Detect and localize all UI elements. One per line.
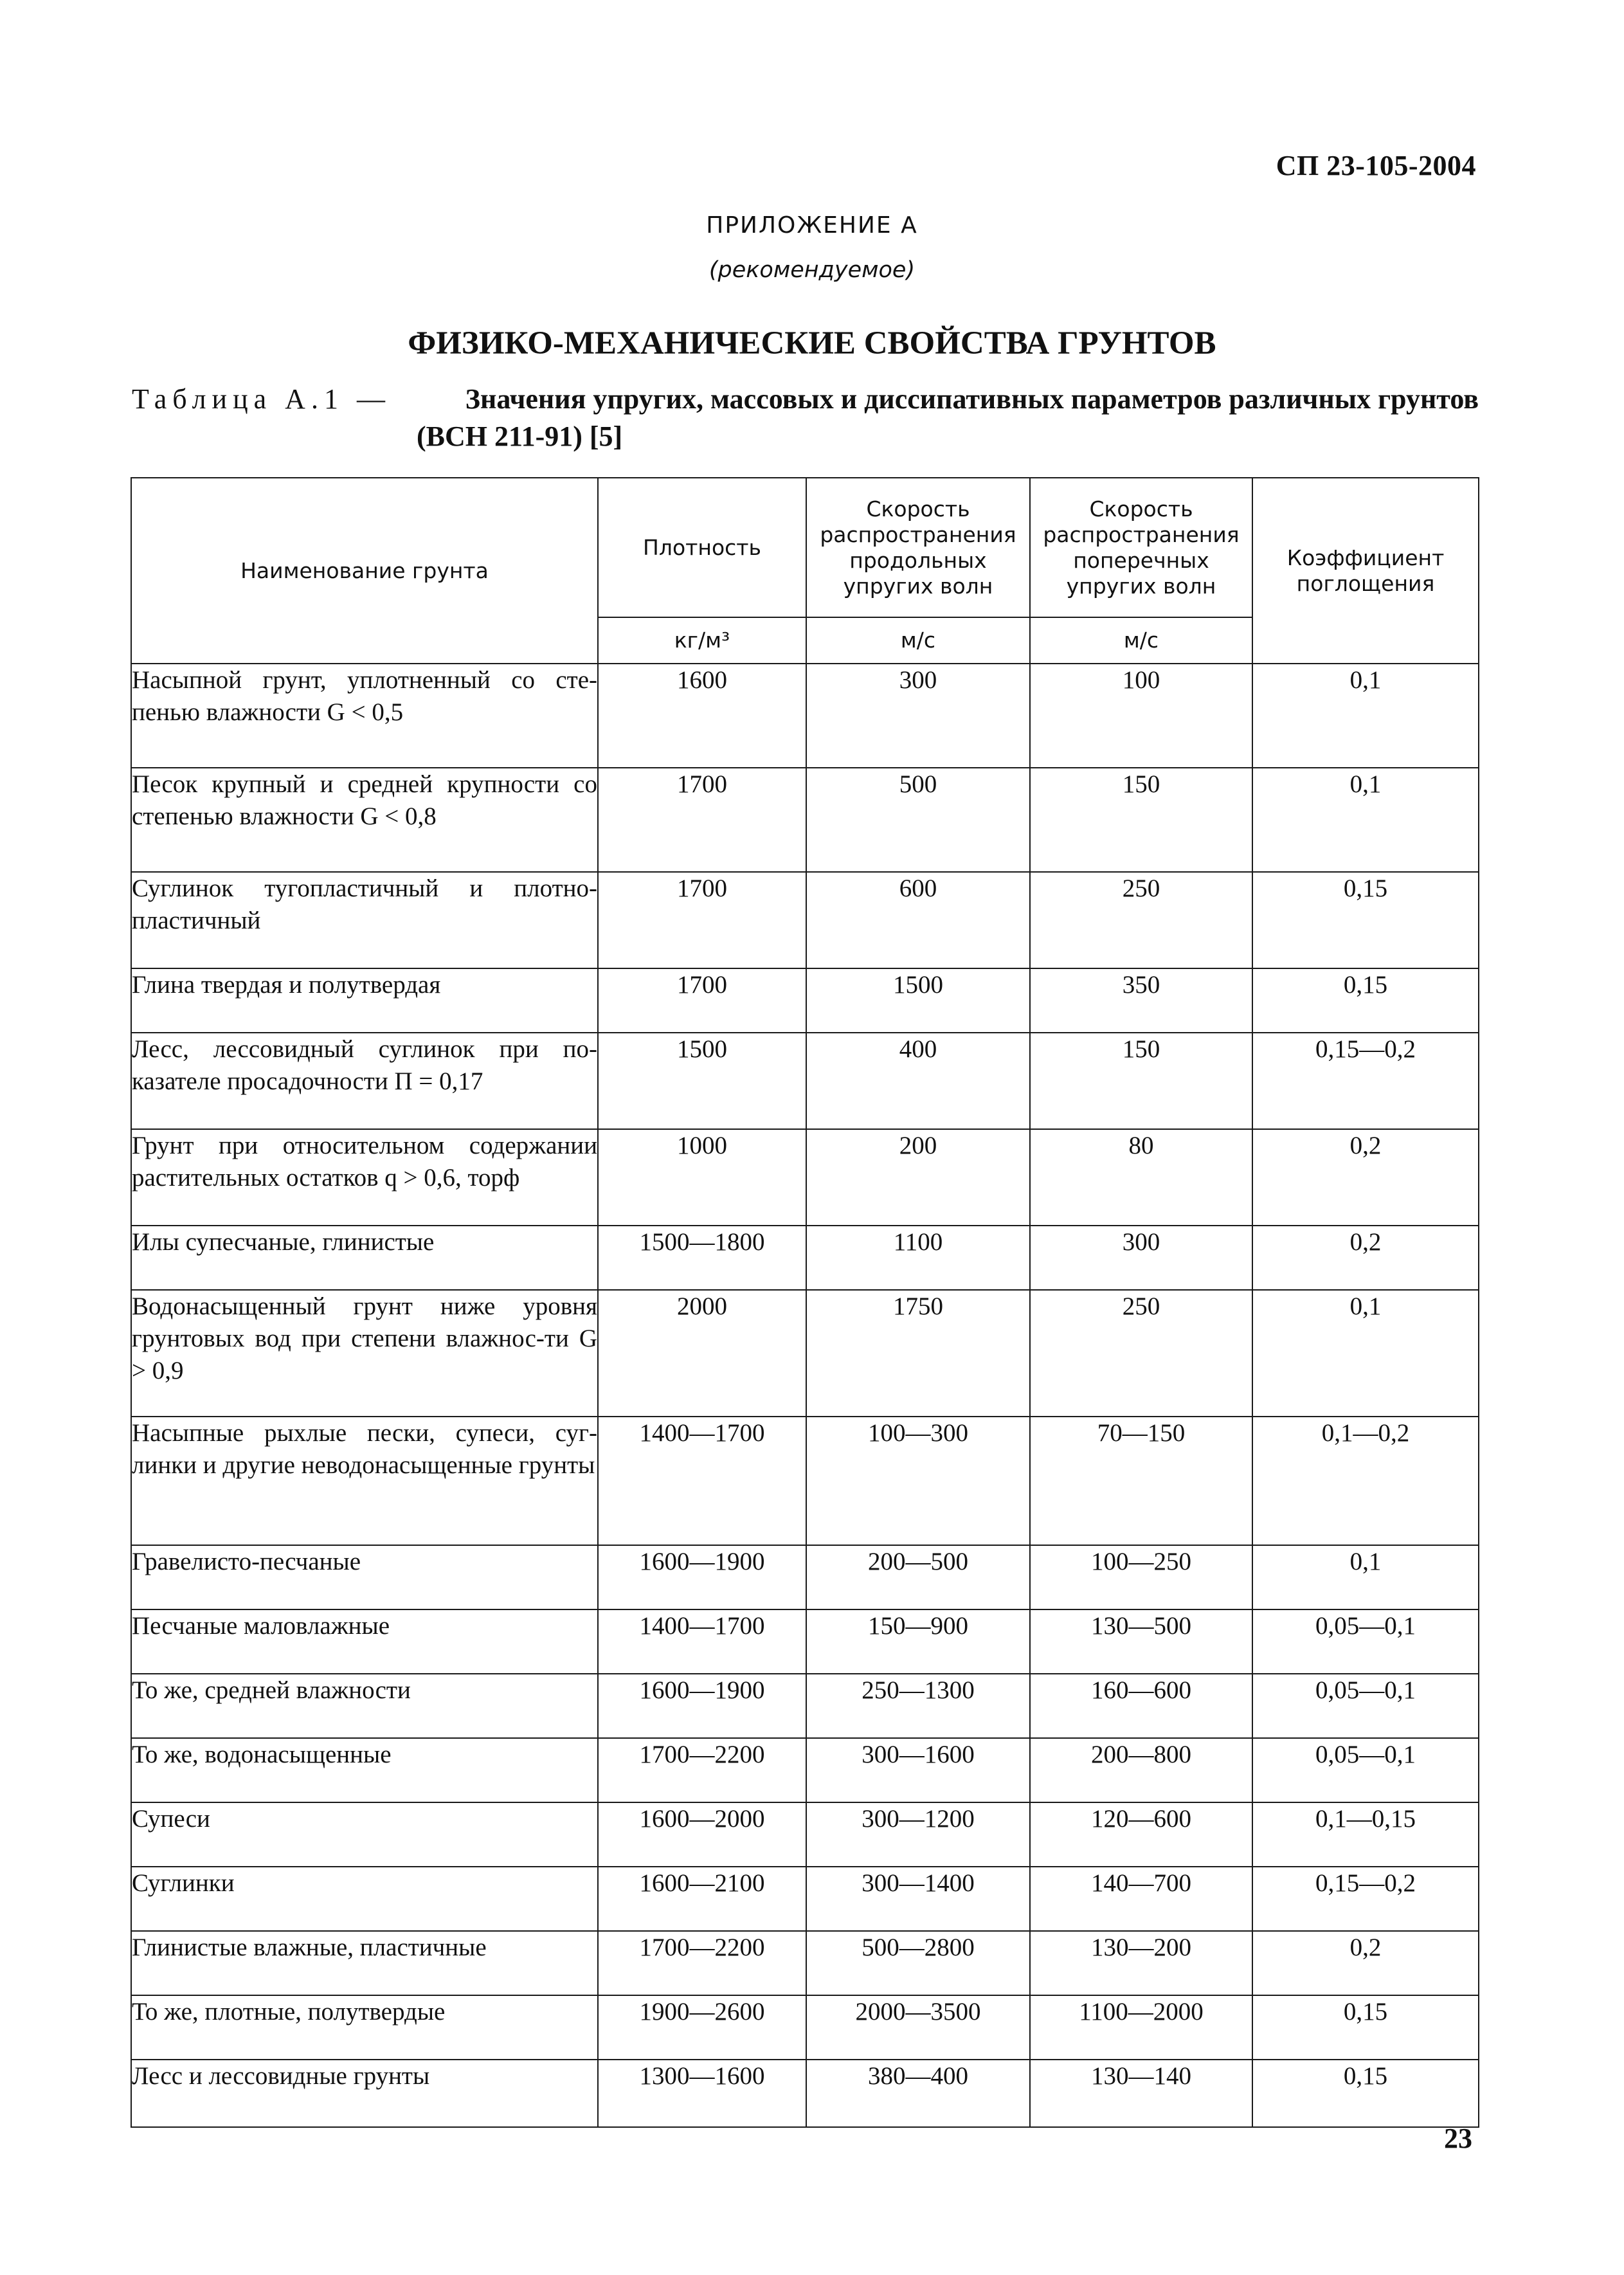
- soil-name: Глина твердая и полутвердая: [131, 968, 598, 1033]
- section-title: ФИЗИКО-МЕХАНИЧЕСКИЕ СВОЙСТВА ГРУНТОВ: [408, 325, 1216, 361]
- table-row: [131, 1867, 1479, 1931]
- absorption-value: 0,2: [1252, 1226, 1479, 1290]
- longitudinal-speed-value: 500—2800: [806, 1931, 1030, 1995]
- transverse-speed-value: 80: [1030, 1129, 1252, 1226]
- soil-name: Глинистые влажные, пластичные: [131, 1931, 598, 1995]
- unit-transverse-speed: м/с: [1030, 617, 1252, 664]
- table-row: [131, 2060, 1479, 2127]
- density-value: 1400—1700: [598, 1417, 806, 1545]
- transverse-speed-value: 350: [1030, 968, 1252, 1033]
- absorption-value: 0,1: [1252, 768, 1479, 872]
- table-row: [131, 1290, 1479, 1417]
- longitudinal-speed-value: 300—1200: [806, 1802, 1030, 1867]
- absorption-value: 0,15: [1252, 968, 1479, 1033]
- transverse-speed-value: 100: [1030, 664, 1252, 768]
- absorption-value: 0,15—0,2: [1252, 1033, 1479, 1129]
- soil-name: Насыпные рыхлые пески, супеси, суг-линки и другие неводонасыщенные грунты: [131, 1417, 598, 1545]
- soil-name: Грунт при относительном содержании растительных остатков q > 0,6, торф: [131, 1129, 598, 1226]
- longitudinal-speed-value: 100—300: [806, 1417, 1030, 1545]
- transverse-speed-value: 250: [1030, 1290, 1252, 1417]
- transverse-speed-value: 130—200: [1030, 1931, 1252, 1995]
- table-row: [131, 968, 1479, 1033]
- soil-name: Супеси: [131, 1802, 598, 1867]
- absorption-value: 0,15: [1252, 1995, 1479, 2060]
- longitudinal-speed-value: 1100: [806, 1226, 1030, 1290]
- soil-name: Лесс и лессовидные грунты: [131, 2060, 598, 2127]
- transverse-speed-value: 100—250: [1030, 1545, 1252, 1609]
- absorption-value: 0,05—0,1: [1252, 1609, 1479, 1674]
- density-value: 1700: [598, 872, 806, 968]
- unit-longitudinal-speed: м/с: [806, 617, 1030, 664]
- table-row: [131, 872, 1479, 968]
- density-value: 1600—2000: [598, 1802, 806, 1867]
- longitudinal-speed-value: 300: [806, 664, 1030, 768]
- absorption-value: 0,05—0,1: [1252, 1674, 1479, 1738]
- table-row: [131, 1674, 1479, 1738]
- absorption-value: 0,15: [1252, 872, 1479, 968]
- page-number: 23: [1444, 2123, 1472, 2154]
- longitudinal-speed-value: 1750: [806, 1290, 1030, 1417]
- density-value: 1700: [598, 768, 806, 872]
- absorption-value: 0,1—0,2: [1252, 1417, 1479, 1545]
- header-absorption: Коэффициент поглощения: [1252, 478, 1479, 664]
- table-row: [131, 664, 1479, 768]
- density-value: 1400—1700: [598, 1609, 806, 1674]
- transverse-speed-value: 70—150: [1030, 1417, 1252, 1545]
- density-value: 1300—1600: [598, 2060, 806, 2127]
- table-caption-text: Значения упругих, массовых и диссипативных параметров различных грунтов: [465, 383, 1479, 415]
- absorption-value: 0,1: [1252, 664, 1479, 768]
- transverse-speed-value: 300: [1030, 1226, 1252, 1290]
- transverse-speed-value: 200—800: [1030, 1738, 1252, 1802]
- table-row: [131, 1033, 1479, 1129]
- absorption-value: 0,2: [1252, 1129, 1479, 1226]
- density-value: 1600—1900: [598, 1674, 806, 1738]
- absorption-value: 0,1: [1252, 1290, 1479, 1417]
- header-density: Плотность: [598, 478, 806, 617]
- soil-name: Суглинок тугопластичный и плотно-пластичный: [131, 872, 598, 968]
- soil-name: То же, средней влажности: [131, 1674, 598, 1738]
- header-soil-name: Наименование грунта: [131, 478, 598, 664]
- table-row: [131, 1545, 1479, 1609]
- density-value: 1000: [598, 1129, 806, 1226]
- table-caption: [132, 381, 1479, 455]
- soil-name: Суглинки: [131, 1867, 598, 1931]
- document-code: СП 23-105-2004: [1276, 150, 1476, 181]
- longitudinal-speed-value: 1500: [806, 968, 1030, 1033]
- soil-name: То же, плотные, полутвердые: [131, 1995, 598, 2060]
- table-caption-source: (ВСН 211-91) [5]: [417, 421, 623, 452]
- density-value: 2000: [598, 1290, 806, 1417]
- table-row: [131, 1995, 1479, 2060]
- soil-name: То же, водонасыщенные: [131, 1738, 598, 1802]
- longitudinal-speed-value: 380—400: [806, 2060, 1030, 2127]
- transverse-speed-value: 160—600: [1030, 1674, 1252, 1738]
- transverse-speed-value: 1100—2000: [1030, 1995, 1252, 2060]
- density-value: 1500—1800: [598, 1226, 806, 1290]
- appendix-note: (рекомендуемое): [708, 257, 916, 283]
- density-value: 1600: [598, 664, 806, 768]
- longitudinal-speed-value: 200—500: [806, 1545, 1030, 1609]
- density-value: 1500: [598, 1033, 806, 1129]
- transverse-speed-value: 120—600: [1030, 1802, 1252, 1867]
- unit-density: кг/м³: [598, 617, 806, 664]
- longitudinal-speed-value: 250—1300: [806, 1674, 1030, 1738]
- table-row: [131, 1417, 1479, 1545]
- soil-name: Песчаные маловлажные: [131, 1609, 598, 1674]
- header-longitudinal-speed: Скорость распространения продольных упругих волн: [806, 478, 1030, 617]
- density-value: 1700: [598, 968, 806, 1033]
- absorption-value: 0,2: [1252, 1931, 1479, 1995]
- soil-name: Песок крупный и средней крупности со степенью влажности G < 0,8: [131, 768, 598, 872]
- soil-name: Водонасыщенный грунт ниже уровня грунтовых вод при степени влажнос-ти G > 0,9: [131, 1290, 598, 1417]
- longitudinal-speed-value: 200: [806, 1129, 1030, 1226]
- appendix-heading: ПРИЛОЖЕНИЕ А: [706, 212, 918, 239]
- longitudinal-speed-value: 2000—3500: [806, 1995, 1030, 2060]
- transverse-speed-value: 150: [1030, 768, 1252, 872]
- absorption-value: 0,05—0,1: [1252, 1738, 1479, 1802]
- transverse-speed-value: 130—500: [1030, 1609, 1252, 1674]
- soil-name: Лесс, лессовидный суглинок при по-казателе просадочности П = 0,17: [131, 1033, 598, 1129]
- longitudinal-speed-value: 500: [806, 768, 1030, 872]
- transverse-speed-value: 150: [1030, 1033, 1252, 1129]
- table-row: [131, 1609, 1479, 1674]
- longitudinal-speed-value: 300—1600: [806, 1738, 1030, 1802]
- density-value: 1700—2200: [598, 1931, 806, 1995]
- longitudinal-speed-value: 150—900: [806, 1609, 1030, 1674]
- longitudinal-speed-value: 600: [806, 872, 1030, 968]
- table-row: [131, 1738, 1479, 1802]
- longitudinal-speed-value: 400: [806, 1033, 1030, 1129]
- transverse-speed-value: 140—700: [1030, 1867, 1252, 1931]
- table-row: [131, 768, 1479, 872]
- soil-properties-table: [131, 477, 1479, 2128]
- table-row: [131, 1931, 1479, 1995]
- soil-name: Гравелисто-песчаные: [131, 1545, 598, 1609]
- absorption-value: 0,1: [1252, 1545, 1479, 1609]
- absorption-value: 0,15—0,2: [1252, 1867, 1479, 1931]
- density-value: 1600—1900: [598, 1545, 806, 1609]
- density-value: 1700—2200: [598, 1738, 806, 1802]
- soil-name: Насыпной грунт, уплотненный со сте-пенью влажности G < 0,5: [131, 664, 598, 768]
- transverse-speed-value: 250: [1030, 872, 1252, 968]
- table-row: [131, 1802, 1479, 1867]
- absorption-value: 0,1—0,15: [1252, 1802, 1479, 1867]
- header-transverse-speed: Скорость распространения поперечных упругих волн: [1030, 478, 1252, 617]
- longitudinal-speed-value: 300—1400: [806, 1867, 1030, 1931]
- absorption-value: 0,15: [1252, 2060, 1479, 2127]
- table-row: [131, 1129, 1479, 1226]
- transverse-speed-value: 130—140: [1030, 2060, 1252, 2127]
- density-value: 1600—2100: [598, 1867, 806, 1931]
- table-row: [131, 1226, 1479, 1290]
- table-label: Таблица А.1 —: [132, 383, 391, 415]
- density-value: 1900—2600: [598, 1995, 806, 2060]
- soil-name: Илы супесчаные, глинистые: [131, 1226, 598, 1290]
